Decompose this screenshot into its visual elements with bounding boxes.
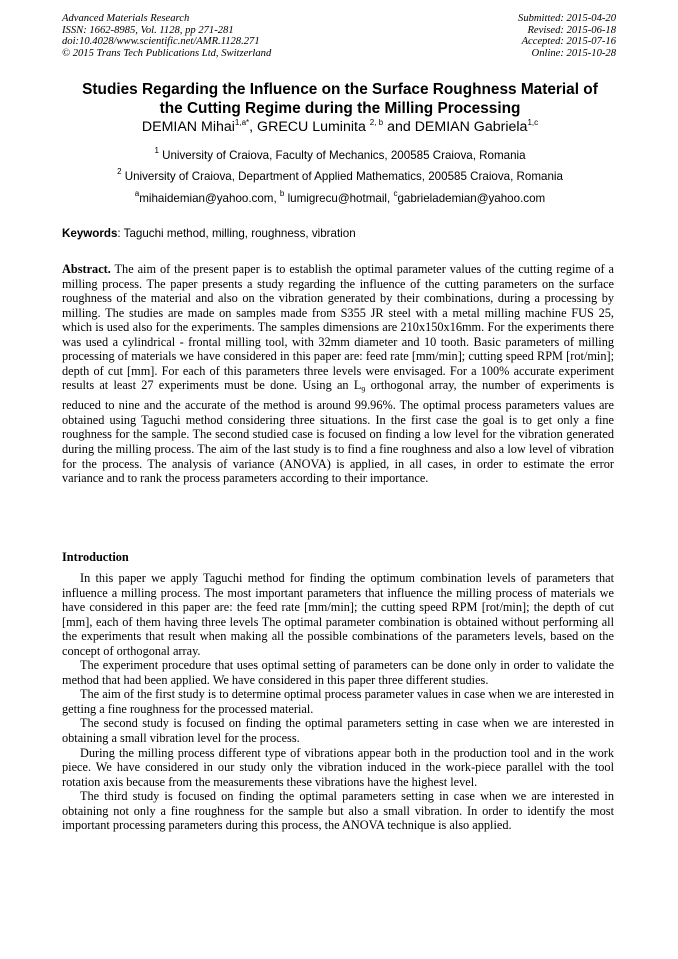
email-address: lumigrecu@hotmail, — [284, 192, 394, 205]
journal-issn: ISSN: 1662-8985, Vol. 1128, pp 271-281 — [62, 24, 234, 36]
affiliation-marker: 2 — [117, 167, 122, 176]
email-marker: c — [393, 189, 398, 198]
affiliation — [55, 146, 625, 163]
paragraph: The experiment procedure that uses optimal setting of parameters can be done only in order to validate the method that had been applied. We have considered in this paper three different studies. — [62, 658, 614, 687]
email-address: gabrielademian@yahoo.com — [397, 192, 546, 205]
email-address: mihaidemian@yahoo.com, — [139, 192, 280, 205]
online-date: Online: 2015-10-28 — [531, 47, 616, 59]
paper-title — [55, 80, 625, 118]
keywords — [62, 227, 356, 241]
author-affil-marker: 1,c — [527, 118, 539, 127]
paper-title-line: the Cutting Regime during the Milling Processing — [159, 100, 521, 117]
affiliation-text: University of Craiova, Faculty of Mechanics, 200585 Craiova, Romania — [158, 149, 526, 162]
journal-copyright: © 2015 Trans Tech Publications Ltd, Switzerland — [62, 47, 272, 59]
journal-doi: doi:10.4028/www.scientific.net/AMR.1128.271 — [62, 36, 260, 48]
section-heading-introduction: Introduction — [62, 550, 129, 564]
author-name: GRECU Luminita — [257, 119, 370, 135]
author-name: DEMIAN Mihai — [141, 119, 235, 135]
author-affil-marker: 1,a* — [234, 118, 250, 127]
email-marker: a — [134, 189, 140, 198]
affiliation-marker: 1 — [154, 146, 159, 155]
abstract-text: The aim of the present paper is to establish the optimal parameter values of the cutting regime of a milling process. The paper presents a study regarding the influence of the cutting parameters on the surface roughness of the material and also on the vibration generated by their combinations, during a processing by milling. The studies are made on samples made from S355 JR steel with a metal milling machine FUS 25, which is used also for the experiments. The samples dimensions are 210x150x16mm. For the experiments there was used a cylindrical - frontal milling tool, with 32mm diameter and 10 tooth. Basic parameters of milling processing of materials we have considered in this paper are: feed rate [mm/min]; cutting speed RPM [rot/min]; depth of cut [mm]. For each of this parameters three levels were envisaged. For a 100% accurate experiment results at least 27 experiments must be done. Using an L — [62, 262, 614, 393]
paper-title-line: Studies Regarding the Influence on the Surface Roughness Material of — [82, 81, 598, 98]
journal-info — [62, 13, 271, 59]
author-name: DEMIAN Gabriela — [414, 119, 528, 135]
abstract-label: Abstract. — [62, 262, 111, 276]
author-emails — [55, 189, 625, 206]
abstract-text: orthogonal array, the number of experiments is reduced to nine and the accurate of the method is around 99.96%. The optimal process parameters values are obtained using Taguchi method considering three situations. In the first case the goal is to get only a fine roughness for the sample. The second studied case is focused on finding a low level for the vibration generated during the milling process. The aim of the last study is to find a fine roughness and also a low level of vibration for the process. The analysis of variance (ANOVA) is applied, in all cases, in order to estimate the error variance and to rank the process parameters according to their importance. — [62, 378, 614, 486]
author-list — [55, 118, 625, 136]
abstract — [62, 262, 614, 486]
author-separator: , — [249, 119, 258, 135]
affiliation-text: University of Craiova, Department of Applied Mathematics, 200585 Craiova, Romania — [121, 170, 563, 183]
submitted-date: Submitted: 2015-04-20 — [518, 13, 616, 24]
paragraph: In this paper we apply Taguchi method for finding the optimum combination levels of parameters that influence a milling process. The most important parameters that influence the milling process of materials we have considered in this paper are: the feed rate [mm/min]; the cutting speed RPM [rot/min]; the depth of cut [mm], each of them having three levels The optimal parameter combination is obtained without performing all the experiments that result when making all the possible combinations of the parameters levels, based on the concept of orthogonal array. — [62, 571, 614, 658]
paragraph: During the milling process different type of vibrations appear both in the production tool and in the work piece. We have considered in our study only the vibration induced in the work-piece parallel with the tool rotation axis because from the measurements these vibrations have the highest level. — [62, 745, 614, 789]
paragraph: The aim of the first study is to determine optimal process parameter values in case when we are interested in getting a fine roughness for the processed material. — [62, 687, 614, 716]
submission-dates — [518, 13, 616, 59]
abstract-subscript: 9 — [361, 385, 366, 395]
introduction-body — [62, 571, 614, 833]
email-marker: b — [279, 189, 285, 198]
journal-name: Advanced Materials Research — [62, 13, 190, 24]
paragraph: The third study is focused on finding the optimal parameters setting in case when we are interested in obtaining not only a fine roughness for the sample but also a small vibration. In order to identify the most important processing parameters during this process, the ANOVA technique is also applied. — [62, 789, 614, 833]
affiliation — [55, 167, 625, 184]
revised-date: Revised: 2015-06-18 — [527, 24, 616, 36]
keywords-label: Keywords — [62, 227, 118, 240]
paragraph: The second study is focused on finding the optimal parameters setting in case when we are interested in obtaining a small vibration level for the process. — [62, 716, 614, 746]
author-affil-marker: 2, b — [369, 118, 384, 127]
keywords-text: : Taguchi method, milling, roughness, vibration — [117, 227, 356, 240]
author-separator: and — [383, 119, 415, 135]
accepted-date: Accepted: 2015-07-16 — [521, 36, 616, 48]
